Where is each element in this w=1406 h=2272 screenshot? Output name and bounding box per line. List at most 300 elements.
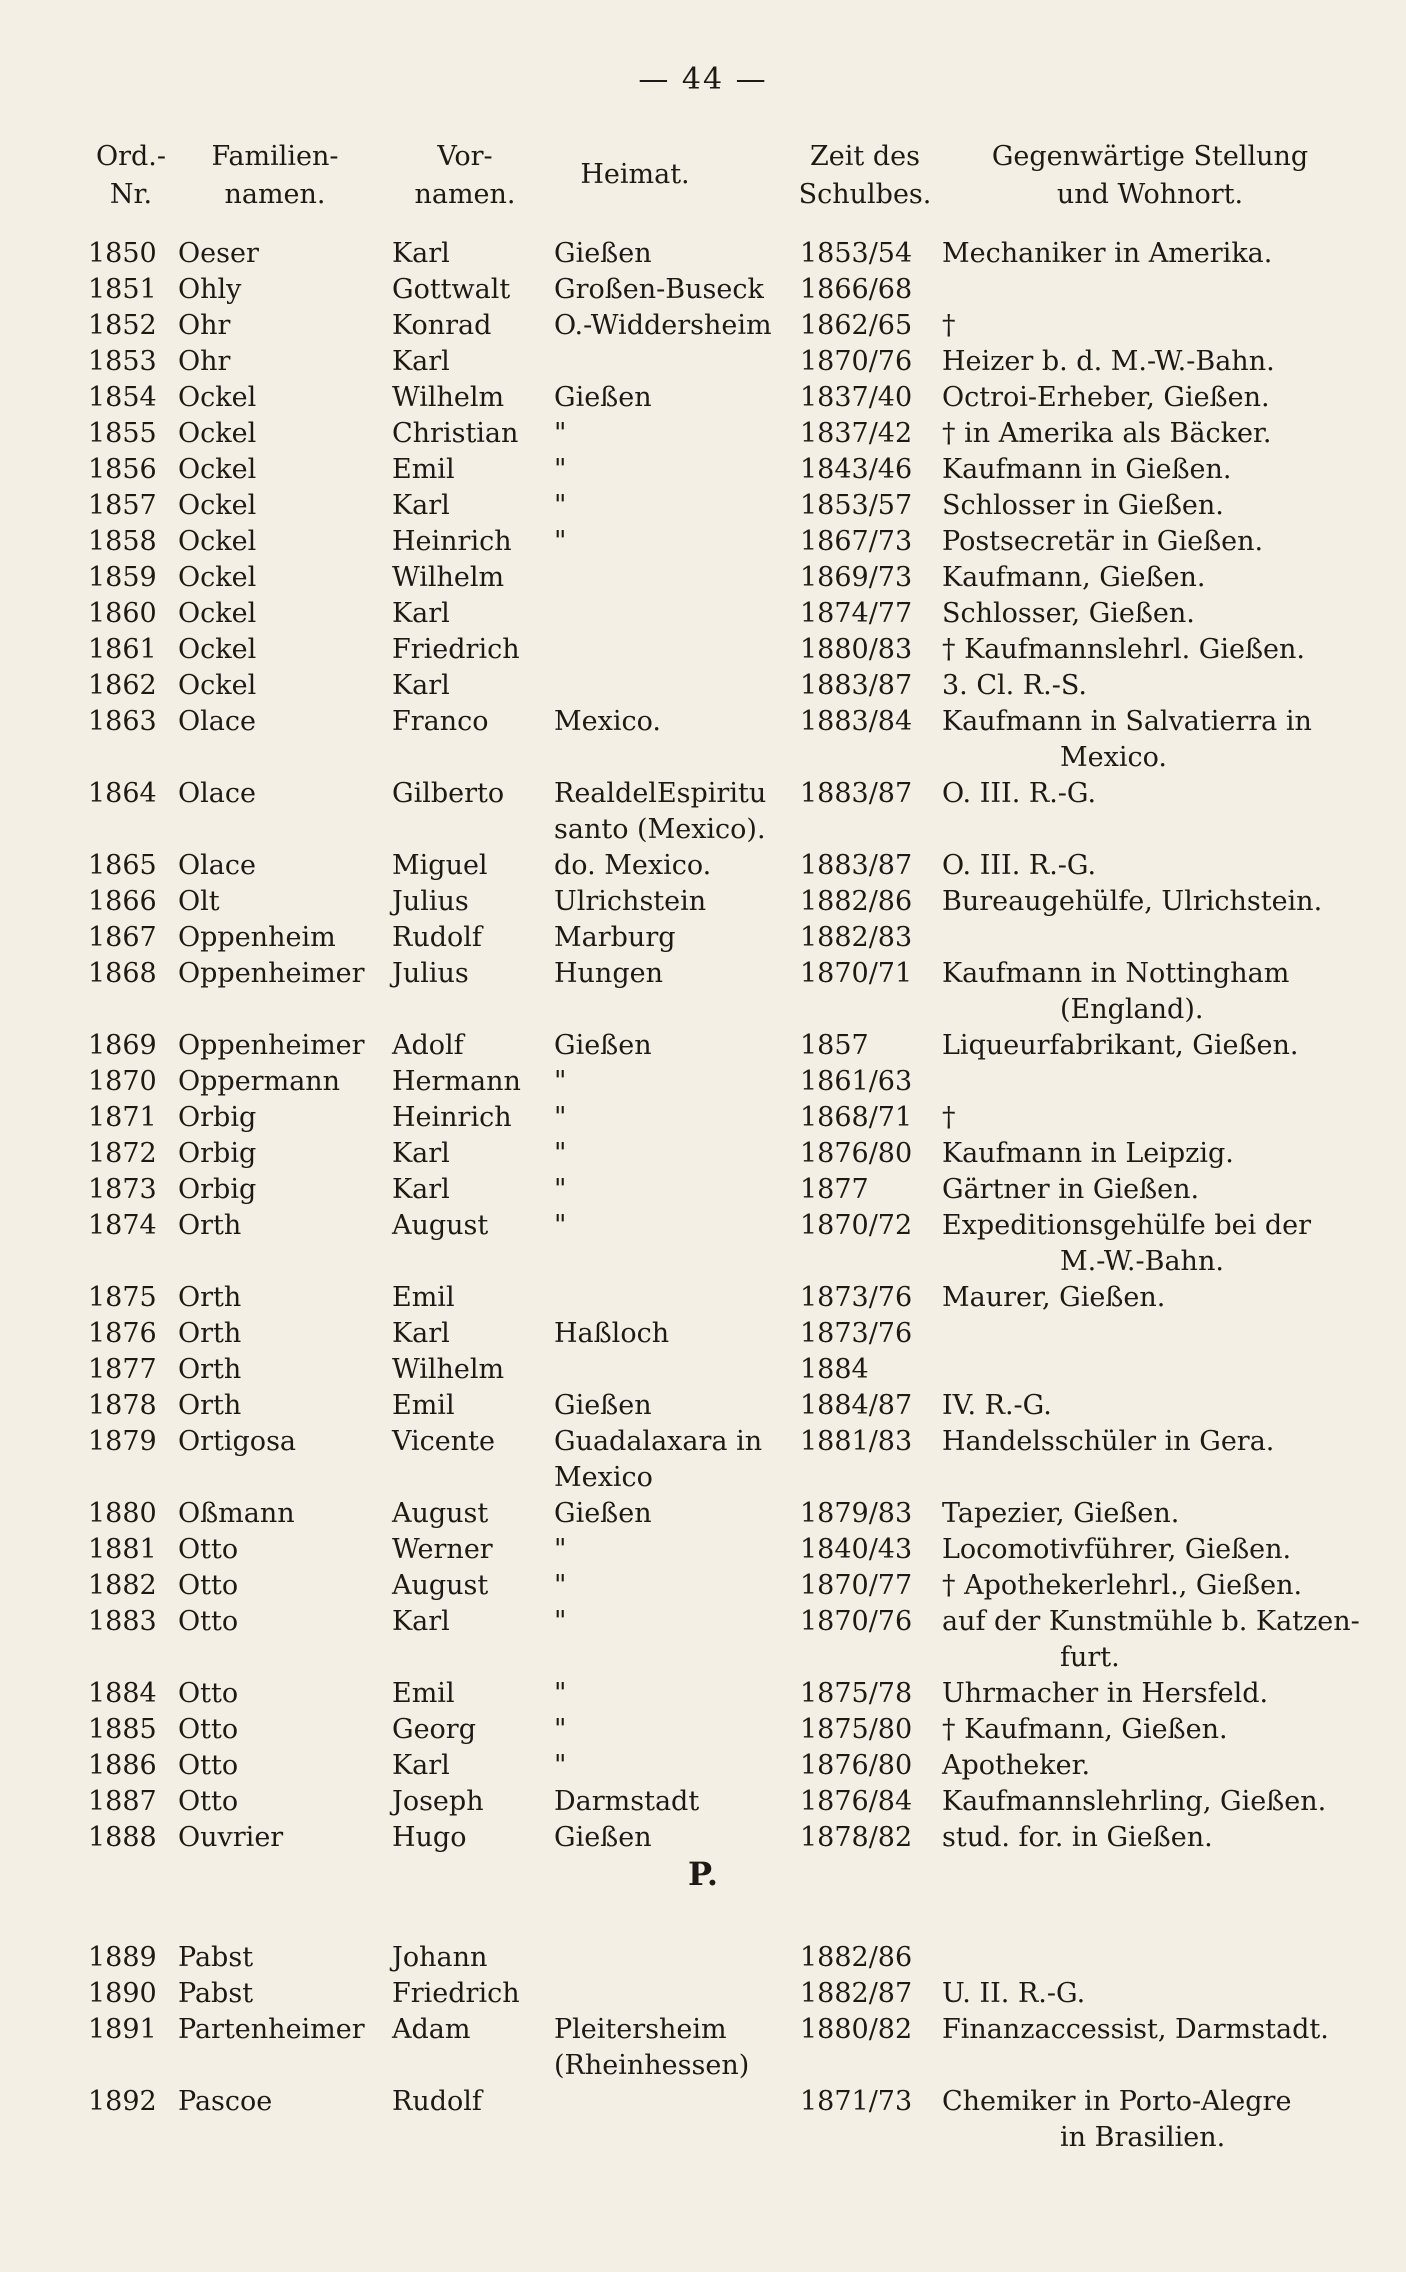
entry-number: 1886	[88, 1750, 157, 1781]
family-name: Ockel	[178, 382, 257, 413]
entry-number: 1869	[88, 1030, 157, 1061]
header-stellung-line2: und Wohnort.	[1056, 179, 1244, 210]
entry-number: 1862	[88, 670, 157, 701]
entry-number: 1875	[88, 1282, 157, 1313]
first-name: Karl	[392, 1606, 450, 1637]
first-name: Karl	[392, 670, 450, 701]
first-name: Karl	[392, 238, 450, 269]
home-town: Guadalaxara in	[554, 1426, 763, 1457]
home-town: Gießen	[554, 1498, 652, 1529]
current-position-cont: in Brasilien.	[1060, 2122, 1226, 2153]
current-position: Kaufmann in Salvatierra in	[942, 706, 1312, 737]
entry-number: 1865	[88, 850, 157, 881]
header-family-line1: Familien-	[211, 141, 339, 172]
table-row	[0, 1136, 1406, 1172]
school-years: 1866/68	[800, 274, 913, 305]
home-town: Pleitersheim	[554, 2014, 727, 2045]
entry-number: 1887	[88, 1786, 157, 1817]
table-row	[0, 632, 1406, 668]
family-name: Orth	[178, 1390, 242, 1421]
family-name: Ockel	[178, 418, 257, 449]
first-name: Wilhelm	[392, 382, 505, 413]
entry-number: 1853	[88, 346, 157, 377]
home-town: "	[554, 454, 567, 485]
first-name: Vicente	[392, 1426, 495, 1457]
entry-number: 1878	[88, 1390, 157, 1421]
table-row	[0, 920, 1406, 956]
entry-number: 1867	[88, 922, 157, 953]
first-name: Karl	[392, 1174, 450, 1205]
family-name: Orth	[178, 1282, 242, 1313]
school-years: 1882/86	[800, 1942, 913, 1973]
current-position: Finanzaccessist, Darmstadt.	[942, 2014, 1329, 2045]
first-name: Emil	[392, 454, 455, 485]
first-name: Karl	[392, 1138, 450, 1169]
family-name: Ockel	[178, 454, 257, 485]
school-years: 1877	[800, 1174, 869, 1205]
header-ord-line1: Ord.-	[95, 141, 167, 172]
family-name: Olace	[178, 778, 256, 809]
home-town-cont: Mexico	[554, 1462, 653, 1493]
table-row	[0, 1316, 1406, 1352]
school-years: 1853/57	[800, 490, 913, 521]
first-name: Werner	[392, 1534, 493, 1565]
table-row	[0, 2084, 1406, 2156]
family-name: Olt	[178, 886, 220, 917]
school-years: 1875/80	[800, 1714, 913, 1745]
entry-number: 1857	[88, 490, 157, 521]
first-name: Joseph	[392, 1786, 484, 1817]
family-name: Oppermann	[178, 1066, 341, 1097]
school-years: 1883/87	[800, 850, 913, 881]
family-name: Orth	[178, 1318, 242, 1349]
school-years: 1882/83	[800, 922, 913, 953]
table-row	[0, 1940, 1406, 1976]
first-name: Heinrich	[392, 1102, 512, 1133]
home-town: Gießen	[554, 1390, 652, 1421]
table-row	[0, 1676, 1406, 1712]
current-position: Heizer b. d. M.-W.-Bahn.	[942, 346, 1275, 377]
family-name: Oppenheimer	[178, 1030, 365, 1061]
family-name: Ockel	[178, 490, 257, 521]
home-town: O.-Widdersheim	[554, 310, 772, 341]
entry-number: 1872	[88, 1138, 157, 1169]
first-name: Karl	[392, 490, 450, 521]
entry-number: 1871	[88, 1102, 157, 1133]
current-position: Postsecretär in Gießen.	[942, 526, 1264, 557]
table-row	[0, 1604, 1406, 1676]
first-name: Julius	[392, 958, 469, 989]
current-position: Kaufmann, Gießen.	[942, 562, 1206, 593]
table-row	[0, 2012, 1406, 2084]
current-position-cont: (England).	[1060, 994, 1204, 1025]
school-years: 1870/77	[800, 1570, 913, 1601]
entry-number: 1889	[88, 1942, 157, 1973]
current-position: Apotheker.	[942, 1750, 1091, 1781]
header-stellung	[960, 138, 1340, 214]
table-row	[0, 236, 1406, 272]
home-town: do. Mexico.	[554, 850, 712, 881]
family-name: Otto	[178, 1606, 239, 1637]
current-position: Schlosser, Gießen.	[942, 598, 1195, 629]
entry-number: 1890	[88, 1978, 157, 2009]
entry-number: 1885	[88, 1714, 157, 1745]
table-row	[0, 1784, 1406, 1820]
home-town: Hungen	[554, 958, 663, 989]
family-name: Ouvrier	[178, 1822, 284, 1853]
entry-number: 1877	[88, 1354, 157, 1385]
home-town: "	[554, 1102, 567, 1133]
home-town: Gießen	[554, 238, 652, 269]
first-name: Wilhelm	[392, 562, 505, 593]
family-name: Partenheimer	[178, 2014, 365, 2045]
family-name: Oeser	[178, 238, 259, 269]
family-name: Ockel	[178, 562, 257, 593]
current-position: † Apothekerlehrl., Gießen.	[942, 1570, 1303, 1601]
table-row	[0, 1532, 1406, 1568]
header-first-name-line1: Vor-	[437, 141, 493, 172]
school-years: 1883/87	[800, 778, 913, 809]
first-name: August	[392, 1210, 489, 1241]
entry-number: 1876	[88, 1318, 157, 1349]
current-position: †	[942, 1102, 956, 1133]
family-name: Oppenheimer	[178, 958, 365, 989]
home-town: "	[554, 418, 567, 449]
table-row	[0, 416, 1406, 452]
entry-number: 1873	[88, 1174, 157, 1205]
entry-number: 1892	[88, 2086, 157, 2117]
first-name: Georg	[392, 1714, 476, 1745]
home-town: "	[554, 1714, 567, 1745]
school-years: 1843/46	[800, 454, 913, 485]
school-years: 1867/73	[800, 526, 913, 557]
family-name: Otto	[178, 1678, 239, 1709]
home-town: "	[554, 1066, 567, 1097]
table-row	[0, 704, 1406, 776]
school-years: 1870/72	[800, 1210, 913, 1241]
table-row	[0, 1568, 1406, 1604]
first-name: Julius	[392, 886, 469, 917]
first-name: Friedrich	[392, 1978, 520, 2009]
header-family	[200, 138, 350, 214]
family-name: Ockel	[178, 598, 257, 629]
header-first-name	[400, 138, 530, 214]
current-position: Mechaniker in Amerika.	[942, 238, 1273, 269]
table-row	[0, 596, 1406, 632]
current-position: Kaufmann in Nottingham	[942, 958, 1290, 989]
first-name: Hugo	[392, 1822, 467, 1853]
first-name: Karl	[392, 598, 450, 629]
entry-number: 1881	[88, 1534, 157, 1565]
school-years: 1862/65	[800, 310, 913, 341]
first-name: Emil	[392, 1282, 455, 1313]
current-position-cont: furt.	[1060, 1642, 1120, 1673]
family-name: Pabst	[178, 1942, 254, 1973]
school-years: 1868/71	[800, 1102, 913, 1133]
family-name: Ohr	[178, 310, 231, 341]
table-row	[0, 308, 1406, 344]
first-name: Gottwalt	[392, 274, 511, 305]
first-name: Karl	[392, 1750, 450, 1781]
home-town: Gießen	[554, 382, 652, 413]
home-town: Darmstadt	[554, 1786, 700, 1817]
table-row	[0, 344, 1406, 380]
current-position: Kaufmann in Leipzig.	[942, 1138, 1234, 1169]
entry-number: 1850	[88, 238, 157, 269]
current-position: auf der Kunstmühle b. Katzen-	[942, 1606, 1360, 1637]
school-years: 1876/80	[800, 1138, 913, 1169]
home-town: RealdelEspiritu	[554, 778, 767, 809]
entry-number: 1851	[88, 274, 157, 305]
home-town: "	[554, 490, 567, 521]
school-years: 1881/83	[800, 1426, 913, 1457]
table-row	[0, 524, 1406, 560]
entry-number: 1891	[88, 2014, 157, 2045]
entry-number: 1888	[88, 1822, 157, 1853]
table-row	[0, 1028, 1406, 1064]
home-town: Gießen	[554, 1030, 652, 1061]
first-name: Miguel	[392, 850, 488, 881]
school-years: 1876/84	[800, 1786, 913, 1817]
family-name: Otto	[178, 1570, 239, 1601]
table-row	[0, 776, 1406, 848]
school-years: 1880/83	[800, 634, 913, 665]
first-name: Heinrich	[392, 526, 512, 557]
home-town: "	[554, 1750, 567, 1781]
home-town: "	[554, 1570, 567, 1601]
home-town: Gießen	[554, 1822, 652, 1853]
family-name: Otto	[178, 1750, 239, 1781]
school-years: 1873/76	[800, 1318, 913, 1349]
home-town: Marburg	[554, 922, 676, 953]
table-row	[0, 1712, 1406, 1748]
home-town: "	[554, 1678, 567, 1709]
current-position-cont: Mexico.	[1060, 742, 1167, 773]
school-years: 1869/73	[800, 562, 913, 593]
school-years: 1870/76	[800, 1606, 913, 1637]
home-town: "	[554, 1606, 567, 1637]
header-ord-line2: Nr.	[109, 179, 153, 210]
current-position: U. II. R.-G.	[942, 1978, 1086, 2009]
table-row	[0, 668, 1406, 704]
home-town: Mexico.	[554, 706, 661, 737]
entry-number: 1858	[88, 526, 157, 557]
school-years: 1883/87	[800, 670, 913, 701]
current-position: Maurer, Gießen.	[942, 1282, 1166, 1313]
family-name: Olace	[178, 706, 256, 737]
header-zeit	[790, 138, 940, 214]
school-years: 1879/83	[800, 1498, 913, 1529]
current-position: Bureaugehülfe, Ulrichstein.	[942, 886, 1323, 917]
table-row	[0, 1172, 1406, 1208]
entry-number: 1884	[88, 1678, 157, 1709]
entry-number: 1861	[88, 634, 157, 665]
school-years: 1853/54	[800, 238, 913, 269]
school-years: 1878/82	[800, 1822, 913, 1853]
home-town-cont: (Rheinhessen)	[554, 2050, 750, 2081]
first-name: Adam	[392, 2014, 471, 2045]
home-town: Ulrichstein	[554, 886, 707, 917]
section-letter: P.	[688, 1855, 718, 1893]
family-name: Pascoe	[178, 2086, 273, 2117]
current-position: 3. Cl. R.-S.	[942, 670, 1087, 701]
school-years: 1876/80	[800, 1750, 913, 1781]
page-number: — 44 —	[638, 62, 768, 97]
entry-number: 1863	[88, 706, 157, 737]
family-name: Oppenheim	[178, 922, 336, 953]
section-divider	[0, 1856, 1406, 1940]
entry-number: 1852	[88, 310, 157, 341]
family-name: Otto	[178, 1714, 239, 1745]
table-row	[0, 1280, 1406, 1316]
first-name: August	[392, 1498, 489, 1529]
entry-number: 1859	[88, 562, 157, 593]
current-position: O. III. R.-G.	[942, 778, 1097, 809]
entry-number: 1860	[88, 598, 157, 629]
entry-number: 1874	[88, 1210, 157, 1241]
school-years: 1884/87	[800, 1390, 913, 1421]
entry-number: 1866	[88, 886, 157, 917]
first-name: Karl	[392, 346, 450, 377]
header-stellung-line1: Gegenwärtige Stellung	[991, 141, 1309, 172]
home-town: "	[554, 1138, 567, 1169]
school-years: 1870/71	[800, 958, 913, 989]
school-years: 1870/76	[800, 346, 913, 377]
current-position: Octroi-Erheber, Gießen.	[942, 382, 1270, 413]
family-name: Ohr	[178, 346, 231, 377]
family-name: Orth	[178, 1210, 242, 1241]
column-header	[0, 138, 1406, 218]
school-years: 1883/84	[800, 706, 913, 737]
family-name: Orbig	[178, 1102, 257, 1133]
table-row	[0, 1352, 1406, 1388]
entry-number: 1868	[88, 958, 157, 989]
entry-number: 1883	[88, 1606, 157, 1637]
school-years: 1840/43	[800, 1534, 913, 1565]
current-position: Handelsschüler in Gera.	[942, 1426, 1275, 1457]
first-name: Rudolf	[392, 922, 482, 953]
school-years: 1871/73	[800, 2086, 913, 2117]
entry-number: 1870	[88, 1066, 157, 1097]
current-position: O. III. R.-G.	[942, 850, 1097, 881]
table-row	[0, 1424, 1406, 1496]
first-name: August	[392, 1570, 489, 1601]
first-name: Hermann	[392, 1066, 521, 1097]
table-row	[0, 1208, 1406, 1280]
current-position: Expeditionsgehülfe bei der	[942, 1210, 1311, 1241]
first-name: Konrad	[392, 310, 492, 341]
first-name: Emil	[392, 1390, 455, 1421]
school-years: 1882/87	[800, 1978, 913, 2009]
family-name: Ortigosa	[178, 1426, 297, 1457]
header-zeit-line1: Zeit des	[810, 141, 920, 172]
table-row	[0, 560, 1406, 596]
family-name: Oßmann	[178, 1498, 295, 1529]
current-position: Schlosser in Gießen.	[942, 490, 1224, 521]
family-name: Ockel	[178, 670, 257, 701]
table-row	[0, 884, 1406, 920]
school-years: 1882/86	[800, 886, 913, 917]
header-family-line2: namen.	[224, 179, 326, 210]
family-name: Orbig	[178, 1138, 257, 1169]
family-name: Pabst	[178, 1978, 254, 2009]
current-position: Chemiker in Porto-Alegre	[942, 2086, 1292, 2117]
table-row	[0, 1388, 1406, 1424]
table-row	[0, 380, 1406, 416]
first-name: Gilberto	[392, 778, 505, 809]
first-name: Rudolf	[392, 2086, 482, 2117]
school-years: 1874/77	[800, 598, 913, 629]
entry-number: 1879	[88, 1426, 157, 1457]
table-row	[0, 1976, 1406, 2012]
current-position: Kaufmannslehrling, Gießen.	[942, 1786, 1327, 1817]
current-position: stud. for. in Gießen.	[942, 1822, 1213, 1853]
home-town: "	[554, 526, 567, 557]
first-name: Adolf	[392, 1030, 464, 1061]
family-name: Otto	[178, 1534, 239, 1565]
register-table	[0, 236, 1406, 2156]
school-years: 1884	[800, 1354, 869, 1385]
table-row	[0, 272, 1406, 308]
first-name: Friedrich	[392, 634, 520, 665]
current-position: Uhrmacher in Hersfeld.	[942, 1678, 1269, 1709]
school-years: 1837/42	[800, 418, 913, 449]
family-name: Orth	[178, 1354, 242, 1385]
home-town: "	[554, 1174, 567, 1205]
header-first-name-line2: namen.	[414, 179, 516, 210]
first-name: Christian	[392, 418, 519, 449]
home-town: Großen-Buseck	[554, 274, 764, 305]
current-position: Locomotivführer, Gießen.	[942, 1534, 1292, 1565]
entry-number: 1855	[88, 418, 157, 449]
entry-number: 1880	[88, 1498, 157, 1529]
table-row	[0, 1496, 1406, 1532]
header-heimat: Heimat.	[580, 159, 690, 190]
current-position: Liqueurfabrikant, Gießen.	[942, 1030, 1299, 1061]
table-row	[0, 1748, 1406, 1784]
home-town: Haßloch	[554, 1318, 670, 1349]
school-years: 1875/78	[800, 1678, 913, 1709]
table-row	[0, 956, 1406, 1028]
first-name: Karl	[392, 1318, 450, 1349]
school-years: 1873/76	[800, 1282, 913, 1313]
first-name: Wilhelm	[392, 1354, 505, 1385]
table-row	[0, 488, 1406, 524]
school-years: 1861/63	[800, 1066, 913, 1097]
first-name: Emil	[392, 1678, 455, 1709]
table-row	[0, 452, 1406, 488]
entry-number: 1856	[88, 454, 157, 485]
current-position: † in Amerika als Bäcker.	[942, 418, 1272, 449]
header-zeit-line2: Schulbes.	[798, 179, 932, 210]
family-name: Otto	[178, 1786, 239, 1817]
current-position: Gärtner in Gießen.	[942, 1174, 1200, 1205]
first-name: Franco	[392, 706, 489, 737]
table-row	[0, 1064, 1406, 1100]
school-years: 1880/82	[800, 2014, 913, 2045]
current-position: † Kaufmann, Gießen.	[942, 1714, 1228, 1745]
family-name: Ockel	[178, 634, 257, 665]
current-position: Tapezier, Gießen.	[942, 1498, 1180, 1529]
table-row	[0, 848, 1406, 884]
entry-number: 1864	[88, 778, 157, 809]
home-town: "	[554, 1534, 567, 1565]
current-position: † Kaufmannslehrl. Gießen.	[942, 634, 1305, 665]
family-name: Olace	[178, 850, 256, 881]
current-position: †	[942, 310, 956, 341]
family-name: Ohly	[178, 274, 242, 305]
current-position: IV. R.-G.	[942, 1390, 1052, 1421]
